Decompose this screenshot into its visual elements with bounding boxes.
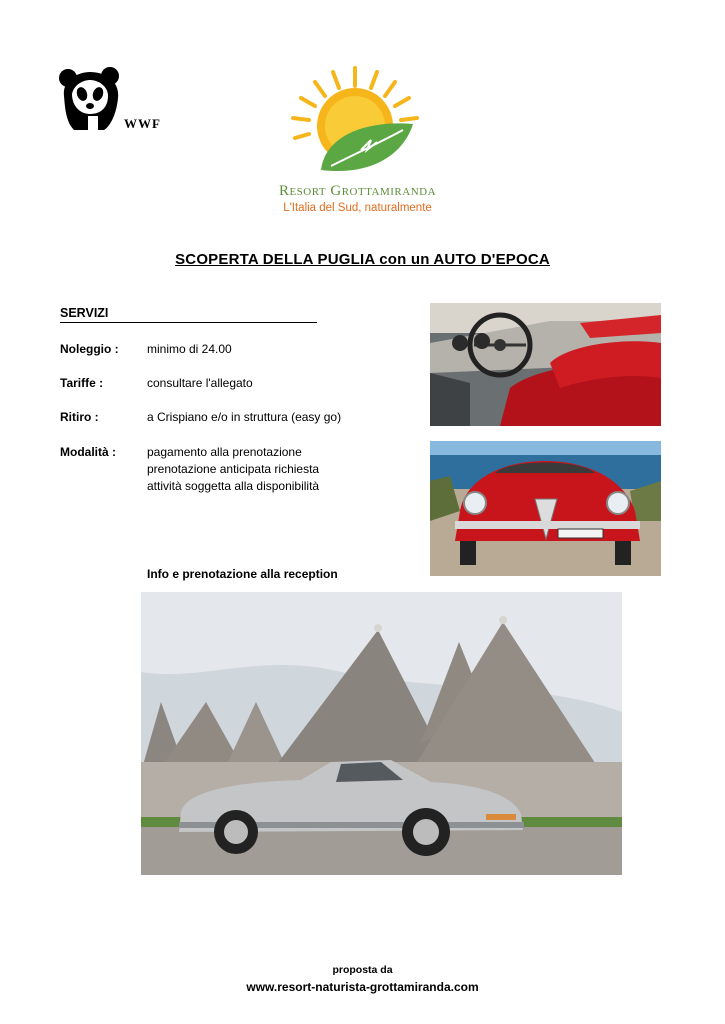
proposed-by: proposta da — [332, 964, 393, 976]
value-ritiro: a Crispiano e/o in struttura (easy go) — [147, 410, 342, 424]
label-modalita: Modalità : — [60, 445, 116, 459]
value-tariffe: consultare l'allegato — [147, 376, 253, 390]
silver-car-trulli-photo — [141, 592, 622, 875]
label-tariffe: Tariffe : — [60, 376, 104, 390]
label-ritiro: Ritiro : — [60, 410, 99, 424]
value-modalita-1: pagamento alla prenotazione — [147, 445, 302, 459]
value-modalita-2: prenotazione anticipata richiesta — [147, 462, 320, 476]
services-heading: SERVIZI — [60, 306, 317, 323]
value-noleggio: minimo di 24.00 — [147, 342, 232, 356]
website-link[interactable]: www.resort-naturista-grottamiranda.com — [246, 980, 479, 994]
info-reception: Info e prenotazione alla reception — [147, 567, 338, 581]
label-noleggio: Noleggio : — [60, 342, 119, 356]
car-interior-photo — [430, 303, 661, 426]
wwf-label: WWF — [124, 116, 161, 131]
red-car-front-photo — [430, 441, 661, 576]
resort-tagline: L'Italia del Sud, naturalmente — [283, 202, 432, 214]
value-modalita-3: attività soggetta alla disponibilità — [147, 479, 320, 493]
document-title: SCOPERTA DELLA PUGLIA con un AUTO D'EPOCA — [175, 251, 550, 268]
resort-name: Resort Grottamiranda — [278, 183, 437, 199]
resort-sun-leaf-logo — [285, 66, 425, 178]
